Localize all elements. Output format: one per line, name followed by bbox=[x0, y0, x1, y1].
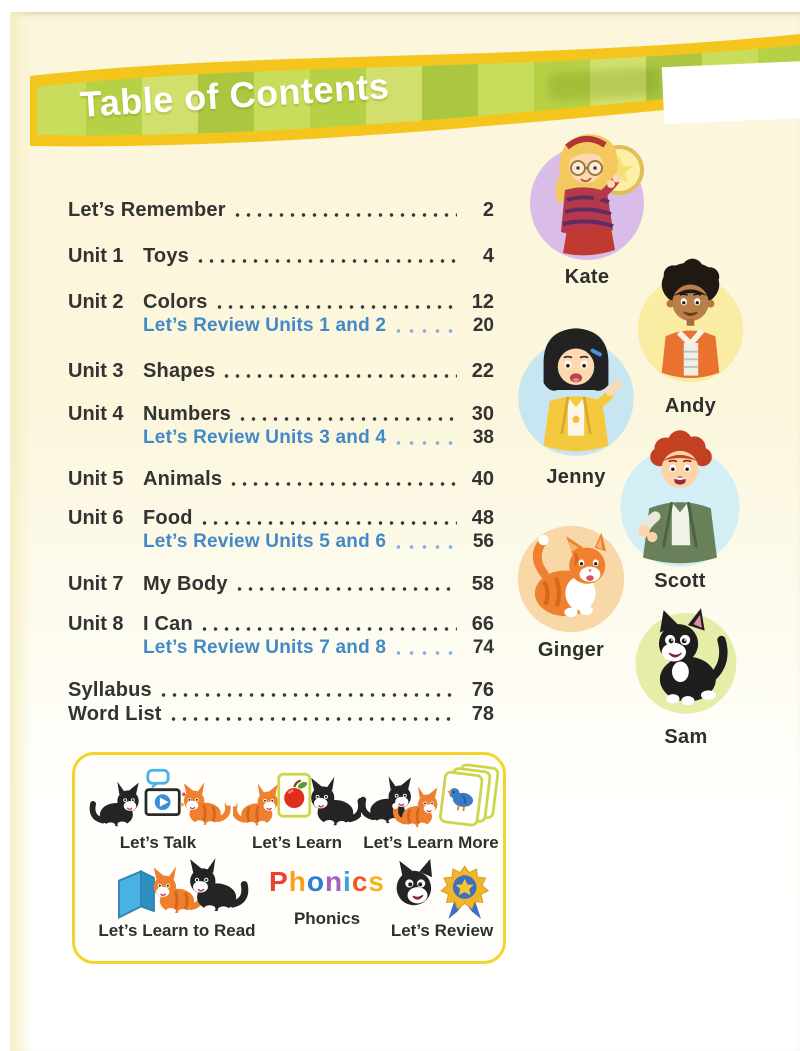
unit-label: Unit 5 bbox=[68, 468, 124, 490]
toc-row bbox=[68, 403, 494, 427]
character-name: Scott bbox=[654, 570, 706, 592]
legend-label: Let’s Learn More bbox=[363, 833, 499, 852]
cats-apple-flashcard-icon bbox=[233, 761, 361, 835]
review-title: Let’s Review Units 7 and 8 bbox=[143, 637, 387, 658]
cats-tablet-video-icon bbox=[83, 761, 233, 835]
character-name: Kate bbox=[564, 266, 610, 288]
unit-label: Unit 3 bbox=[68, 360, 124, 382]
toc-row bbox=[68, 360, 494, 384]
dotted-leader bbox=[392, 325, 457, 335]
toc-row bbox=[68, 507, 494, 531]
dotted-leader bbox=[158, 689, 457, 699]
dotted-leader bbox=[214, 301, 457, 311]
unit-label: Unit 1 bbox=[68, 245, 124, 267]
toc-entry bbox=[68, 291, 494, 339]
ink-bleed-artifact bbox=[547, 67, 660, 101]
toc-row bbox=[68, 573, 494, 597]
toc-row bbox=[68, 613, 494, 637]
character-name: Sam bbox=[664, 726, 708, 748]
review-title: Let’s Review Units 3 and 4 bbox=[143, 427, 387, 448]
legend-label: Let’s Talk bbox=[119, 833, 197, 852]
dotted-leader bbox=[195, 255, 457, 265]
entry-title: Shapes bbox=[143, 360, 216, 382]
page-number: 78 bbox=[471, 703, 494, 725]
review-title: Let’s Review Units 1 and 2 bbox=[143, 315, 387, 336]
toc-row bbox=[68, 703, 494, 727]
page-number: 2 bbox=[482, 199, 494, 221]
toc-entry bbox=[68, 199, 494, 223]
toc-review-row bbox=[68, 427, 494, 451]
toc-entry bbox=[68, 679, 494, 703]
unit-label: Unit 8 bbox=[68, 613, 124, 635]
entry-title: My Body bbox=[143, 573, 228, 595]
legend-item-lets-review bbox=[383, 853, 501, 941]
scan-white-patch bbox=[662, 61, 800, 124]
entry-title: I Can bbox=[143, 613, 193, 635]
dotted-leader bbox=[199, 623, 457, 633]
toc-entry bbox=[68, 360, 494, 384]
unit-label: Unit 7 bbox=[68, 573, 124, 595]
page-number: 22 bbox=[471, 360, 494, 382]
character-scott bbox=[618, 420, 742, 592]
entry-title: Let’s Remember bbox=[68, 199, 226, 221]
legend-item-lets-learn-more bbox=[361, 761, 501, 853]
entry-title: Toys bbox=[143, 245, 189, 267]
page-number: 38 bbox=[472, 427, 494, 448]
toc-row bbox=[68, 468, 494, 492]
entry-title: Syllabus bbox=[68, 679, 152, 701]
cats-blue-book-icon bbox=[83, 853, 271, 923]
dotted-leader bbox=[237, 413, 457, 423]
character-sam bbox=[630, 584, 742, 748]
legend-label: Phonics bbox=[293, 909, 361, 928]
phonics-wordmark: P h o n i c s bbox=[269, 866, 385, 897]
legend-item-lets-talk bbox=[83, 761, 233, 853]
toc-entry bbox=[68, 703, 494, 727]
character-andy bbox=[633, 248, 748, 417]
page-number: 20 bbox=[472, 315, 494, 336]
toc-row bbox=[68, 245, 494, 269]
toc-entry bbox=[68, 573, 494, 597]
toc-entry bbox=[68, 507, 494, 555]
toc-review-row bbox=[68, 531, 494, 555]
toc-entry bbox=[68, 468, 494, 492]
page-number: 66 bbox=[471, 613, 494, 635]
toc-review-row bbox=[68, 637, 494, 661]
cat-award-rosette-icon bbox=[383, 853, 501, 923]
toc-entry bbox=[68, 613, 494, 661]
unit-label: Unit 6 bbox=[68, 507, 124, 529]
cats-card-stack-bird-icon bbox=[361, 761, 501, 835]
dotted-leader bbox=[221, 370, 457, 380]
dotted-leader bbox=[199, 517, 457, 527]
andy-portrait-illustration bbox=[633, 248, 748, 392]
unit-label: Unit 4 bbox=[68, 403, 124, 425]
legend-item-lets-learn-to-read bbox=[83, 853, 271, 941]
legend-item-phonics bbox=[271, 853, 383, 929]
sam-cat-illustration bbox=[630, 584, 742, 724]
page-title: Table of Contents bbox=[78, 65, 391, 125]
page-number: 40 bbox=[471, 468, 494, 490]
dotted-leader bbox=[392, 437, 457, 447]
toc-review-row bbox=[68, 315, 494, 339]
dotted-leader bbox=[168, 713, 457, 723]
legend-label: Let’s Learn to Read bbox=[98, 921, 256, 940]
dotted-leader bbox=[234, 583, 457, 593]
character-name: Jenny bbox=[546, 466, 606, 488]
legend-row-2 bbox=[83, 853, 495, 941]
entry-title: Word List bbox=[68, 703, 162, 725]
legend-label: Let’s Learn bbox=[251, 833, 343, 852]
entry-title: Numbers bbox=[143, 403, 232, 425]
dotted-leader bbox=[228, 478, 457, 488]
scott-portrait-illustration bbox=[618, 420, 742, 574]
entry-title: Colors bbox=[143, 291, 208, 313]
page-number: 4 bbox=[482, 245, 494, 267]
legend-item-lets-learn bbox=[233, 761, 361, 853]
character-kate bbox=[527, 118, 647, 288]
title-banner bbox=[0, 0, 800, 175]
legend-row-1 bbox=[83, 761, 499, 853]
page-number: 74 bbox=[472, 637, 494, 658]
page-number: 58 bbox=[471, 573, 494, 595]
book-page bbox=[10, 12, 800, 1051]
character-name: Andy bbox=[664, 395, 717, 417]
kate-portrait-illustration bbox=[527, 118, 647, 268]
toc-entry bbox=[68, 245, 494, 269]
ginger-cat-illustration bbox=[514, 498, 628, 641]
page-number: 56 bbox=[472, 531, 494, 552]
unit-label: Unit 2 bbox=[68, 291, 124, 313]
activity-legend-box bbox=[72, 752, 506, 964]
dotted-leader bbox=[392, 541, 457, 551]
toc-row bbox=[68, 679, 494, 703]
page-number: 30 bbox=[471, 403, 494, 425]
toc-row bbox=[68, 199, 494, 223]
character-ginger bbox=[514, 498, 628, 661]
page-number: 12 bbox=[471, 291, 494, 313]
review-title: Let’s Review Units 5 and 6 bbox=[143, 531, 387, 552]
dotted-leader bbox=[392, 647, 457, 657]
toc-entry bbox=[68, 403, 494, 451]
page-number: 48 bbox=[471, 507, 494, 529]
legend-label: Let’s Review bbox=[390, 921, 494, 940]
entry-title: Food bbox=[143, 507, 193, 529]
entry-title: Animals bbox=[143, 468, 223, 490]
page-number: 76 bbox=[471, 679, 494, 701]
character-name: Ginger bbox=[537, 639, 605, 661]
dotted-leader bbox=[232, 209, 457, 219]
toc-row bbox=[68, 291, 494, 315]
table-of-contents bbox=[68, 199, 494, 727]
